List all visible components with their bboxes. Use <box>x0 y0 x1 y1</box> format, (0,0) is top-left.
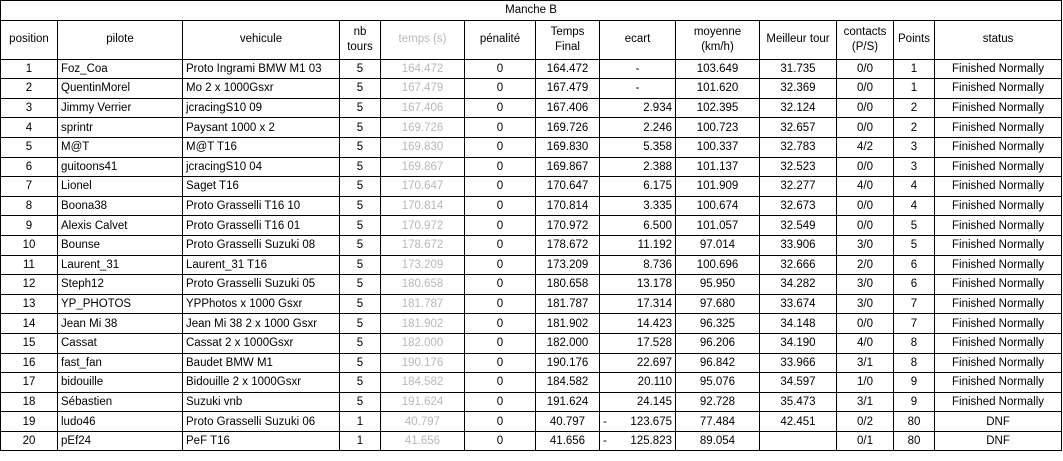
cell-pilote: M@T <box>58 137 183 157</box>
cell-penalite: 0 <box>465 392 536 412</box>
cell-penalite: 0 <box>465 98 536 118</box>
table-row <box>1 216 1062 236</box>
cell-contacts: 0/0 <box>837 314 894 334</box>
cell-pilote: Bounse <box>58 235 183 255</box>
cell-nb-tours: 5 <box>340 59 381 79</box>
cell-temps: 184.582 <box>381 373 465 393</box>
table-row <box>1 59 1062 79</box>
cell-penalite: 0 <box>465 79 536 99</box>
cell-contacts: 0/0 <box>837 98 894 118</box>
cell-contacts: 0/0 <box>837 196 894 216</box>
cell-temps: 181.902 <box>381 314 465 334</box>
cell-vehicule: Proto Grasselli T16 10 <box>183 196 340 216</box>
cell-status: Finished Normally <box>935 98 1062 118</box>
header-temps-final: Temps Final <box>536 20 600 59</box>
cell-position: 7 <box>1 177 58 197</box>
cell-temps: 181.787 <box>381 294 465 314</box>
header-ecart: ecart <box>600 20 676 59</box>
cell-moyenne: 100.674 <box>676 196 760 216</box>
cell-temps: 178.672 <box>381 235 465 255</box>
cell-penalite: 0 <box>465 235 536 255</box>
cell-contacts: 0/0 <box>837 157 894 177</box>
cell-points: 3 <box>894 157 935 177</box>
table-row <box>1 333 1062 353</box>
cell-temps-final: 169.726 <box>536 118 600 138</box>
cell-temps: 169.867 <box>381 157 465 177</box>
cell-pilote: pEf24 <box>58 431 183 451</box>
cell-nb-tours: 5 <box>340 235 381 255</box>
cell-penalite: 0 <box>465 157 536 177</box>
cell-nb-tours: 5 <box>340 118 381 138</box>
cell-ecart: 6.500 <box>600 216 676 236</box>
cell-position: 5 <box>1 137 58 157</box>
cell-moyenne: 97.014 <box>676 235 760 255</box>
cell-pilote: QuentinMorel <box>58 79 183 99</box>
cell-position: 4 <box>1 118 58 138</box>
header-contacts: contacts (P/S) <box>837 20 894 59</box>
cell-ecart: - <box>600 79 676 99</box>
cell-points: 6 <box>894 275 935 295</box>
cell-points: 7 <box>894 294 935 314</box>
cell-nb-tours: 5 <box>340 373 381 393</box>
table-row <box>1 431 1062 451</box>
cell-ecart: 3.335 <box>600 196 676 216</box>
cell-moyenne: 92.728 <box>676 392 760 412</box>
cell-position: 11 <box>1 255 58 275</box>
cell-contacts: 3/1 <box>837 353 894 373</box>
cell-moyenne: 102.395 <box>676 98 760 118</box>
cell-temps-final: 170.972 <box>536 216 600 236</box>
cell-temps-final: 190.176 <box>536 353 600 373</box>
cell-temps: 170.647 <box>381 177 465 197</box>
cell-temps-final: 178.672 <box>536 235 600 255</box>
cell-pilote: Jean Mi 38 <box>58 314 183 334</box>
table-row <box>1 79 1062 99</box>
results-body <box>1 59 1062 451</box>
cell-vehicule: jcracingS10 09 <box>183 98 340 118</box>
cell-position: 12 <box>1 275 58 295</box>
cell-points: 80 <box>894 412 935 432</box>
cell-nb-tours: 5 <box>340 98 381 118</box>
cell-points: 7 <box>894 314 935 334</box>
header-position: position <box>1 20 58 59</box>
cell-temps: 169.830 <box>381 137 465 157</box>
cell-pilote: Laurent_31 <box>58 255 183 275</box>
cell-temps: 164.472 <box>381 59 465 79</box>
cell-temps: 173.209 <box>381 255 465 275</box>
cell-temps-final: 167.406 <box>536 98 600 118</box>
cell-position: 16 <box>1 353 58 373</box>
cell-vehicule: Proto Grasselli Suzuki 08 <box>183 235 340 255</box>
cell-ecart: 2.388 <box>600 157 676 177</box>
cell-temps-final: 182.000 <box>536 333 600 353</box>
cell-nb-tours: 5 <box>340 314 381 334</box>
cell-vehicule: YPPhotos x 1000 Gsxr <box>183 294 340 314</box>
cell-meilleur-tour: 42.451 <box>760 412 837 432</box>
cell-status: Finished Normally <box>935 216 1062 236</box>
header-nb-tours: nb tours <box>340 20 381 59</box>
cell-penalite: 0 <box>465 118 536 138</box>
cell-contacts: 3/0 <box>837 275 894 295</box>
cell-points: 2 <box>894 98 935 118</box>
table-row <box>1 392 1062 412</box>
cell-temps: 41.656 <box>381 431 465 451</box>
header-pilote: pilote <box>58 20 183 59</box>
cell-meilleur-tour: 31.735 <box>760 59 837 79</box>
cell-contacts: 0/0 <box>837 79 894 99</box>
cell-pilote: Cassat <box>58 333 183 353</box>
cell-ecart: 20.110 <box>600 373 676 393</box>
cell-vehicule: Jean Mi 38 2 x 1000 Gsxr <box>183 314 340 334</box>
cell-points: 4 <box>894 177 935 197</box>
cell-temps: 170.972 <box>381 216 465 236</box>
cell-temps-final: 170.814 <box>536 196 600 216</box>
header-temps: temps (s) <box>381 20 465 59</box>
cell-ecart: 11.192 <box>600 235 676 255</box>
cell-points: 1 <box>894 59 935 79</box>
cell-points: 9 <box>894 373 935 393</box>
cell-vehicule: Baudet BMW M1 <box>183 353 340 373</box>
cell-temps-final: 180.658 <box>536 275 600 295</box>
cell-pilote: YP_PHOTOS <box>58 294 183 314</box>
cell-contacts: 4/0 <box>837 177 894 197</box>
cell-vehicule: Proto Grasselli T16 01 <box>183 216 340 236</box>
cell-penalite: 0 <box>465 275 536 295</box>
cell-contacts: 1/0 <box>837 373 894 393</box>
table-row <box>1 412 1062 432</box>
table-row <box>1 294 1062 314</box>
cell-meilleur-tour: 32.549 <box>760 216 837 236</box>
cell-position: 9 <box>1 216 58 236</box>
cell-nb-tours: 5 <box>340 79 381 99</box>
cell-pilote: Sébastien <box>58 392 183 412</box>
cell-points: 1 <box>894 79 935 99</box>
cell-moyenne: 100.723 <box>676 118 760 138</box>
cell-meilleur-tour: 35.473 <box>760 392 837 412</box>
cell-meilleur-tour: 32.673 <box>760 196 837 216</box>
cell-points: 2 <box>894 118 935 138</box>
table-row <box>1 373 1062 393</box>
cell-pilote: sprintr <box>58 118 183 138</box>
cell-nb-tours: 5 <box>340 216 381 236</box>
cell-temps-final: 181.787 <box>536 294 600 314</box>
table-row <box>1 177 1062 197</box>
cell-temps: 182.000 <box>381 333 465 353</box>
cell-meilleur-tour: 34.282 <box>760 275 837 295</box>
cell-status: Finished Normally <box>935 314 1062 334</box>
cell-moyenne: 95.950 <box>676 275 760 295</box>
cell-moyenne: 101.057 <box>676 216 760 236</box>
cell-vehicule: Proto Grasselli Suzuki 06 <box>183 412 340 432</box>
cell-pilote: Jimmy Verrier <box>58 98 183 118</box>
table-row <box>1 118 1062 138</box>
cell-penalite: 0 <box>465 431 536 451</box>
cell-status: Finished Normally <box>935 196 1062 216</box>
cell-position: 18 <box>1 392 58 412</box>
cell-temps: 170.814 <box>381 196 465 216</box>
cell-vehicule: PeF T16 <box>183 431 340 451</box>
cell-temps-final: 167.479 <box>536 79 600 99</box>
cell-moyenne: 100.696 <box>676 255 760 275</box>
cell-contacts: 2/0 <box>837 255 894 275</box>
cell-vehicule: Laurent_31 T16 <box>183 255 340 275</box>
header-moyenne: moyenne (km/h) <box>676 20 760 59</box>
cell-status: Finished Normally <box>935 177 1062 197</box>
table-row <box>1 137 1062 157</box>
cell-nb-tours: 5 <box>340 255 381 275</box>
cell-penalite: 0 <box>465 353 536 373</box>
cell-meilleur-tour: 32.666 <box>760 255 837 275</box>
cell-ecart: 17.314 <box>600 294 676 314</box>
cell-nb-tours: 5 <box>340 275 381 295</box>
cell-status: Finished Normally <box>935 373 1062 393</box>
cell-position: 15 <box>1 333 58 353</box>
cell-ecart <box>600 412 676 432</box>
cell-status: Finished Normally <box>935 157 1062 177</box>
cell-ecart: 5.358 <box>600 137 676 157</box>
cell-position: 13 <box>1 294 58 314</box>
cell-nb-tours: 5 <box>340 294 381 314</box>
table-row <box>1 275 1062 295</box>
cell-temps-final: 181.902 <box>536 314 600 334</box>
cell-penalite: 0 <box>465 294 536 314</box>
cell-pilote: Lionel <box>58 177 183 197</box>
cell-vehicule: Cassat 2 x 1000Gsxr <box>183 333 340 353</box>
cell-pilote: fast_fan <box>58 353 183 373</box>
cell-vehicule: Proto Grasselli Suzuki 05 <box>183 275 340 295</box>
cell-status: DNF <box>935 431 1062 451</box>
cell-moyenne: 101.137 <box>676 157 760 177</box>
cell-status: Finished Normally <box>935 235 1062 255</box>
cell-nb-tours: 1 <box>340 431 381 451</box>
cell-points: 4 <box>894 196 935 216</box>
cell-points: 5 <box>894 216 935 236</box>
cell-contacts: 0/0 <box>837 216 894 236</box>
cell-pilote: bidouille <box>58 373 183 393</box>
cell-meilleur-tour: 33.966 <box>760 353 837 373</box>
cell-meilleur-tour: 34.190 <box>760 333 837 353</box>
ecart-value: 123.675 <box>630 415 672 428</box>
cell-ecart: 2.246 <box>600 118 676 138</box>
cell-meilleur-tour: 34.597 <box>760 373 837 393</box>
cell-temps-final: 170.647 <box>536 177 600 197</box>
cell-nb-tours: 5 <box>340 392 381 412</box>
table-row <box>1 353 1062 373</box>
cell-contacts: 0/1 <box>837 431 894 451</box>
cell-penalite: 0 <box>465 333 536 353</box>
cell-penalite: 0 <box>465 412 536 432</box>
table-row <box>1 314 1062 334</box>
cell-penalite: 0 <box>465 196 536 216</box>
cell-moyenne: 95.076 <box>676 373 760 393</box>
cell-status: Finished Normally <box>935 294 1062 314</box>
cell-temps-final: 164.472 <box>536 59 600 79</box>
cell-ecart: 22.697 <box>600 353 676 373</box>
cell-status: Finished Normally <box>935 118 1062 138</box>
cell-moyenne: 96.842 <box>676 353 760 373</box>
cell-position: 1 <box>1 59 58 79</box>
cell-position: 17 <box>1 373 58 393</box>
cell-status: Finished Normally <box>935 275 1062 295</box>
table-row <box>1 98 1062 118</box>
cell-vehicule: Bidouille 2 x 1000Gsxr <box>183 373 340 393</box>
cell-status: Finished Normally <box>935 137 1062 157</box>
cell-position: 2 <box>1 79 58 99</box>
table-row <box>1 255 1062 275</box>
cell-vehicule: M@T T16 <box>183 137 340 157</box>
cell-pilote: ludo46 <box>58 412 183 432</box>
cell-temps-final: 41.656 <box>536 431 600 451</box>
table-caption: Manche B <box>1 1 1062 21</box>
cell-meilleur-tour: 32.523 <box>760 157 837 177</box>
cell-ecart <box>600 431 676 451</box>
cell-status: Finished Normally <box>935 255 1062 275</box>
cell-meilleur-tour: 32.277 <box>760 177 837 197</box>
cell-meilleur-tour: 32.783 <box>760 137 837 157</box>
cell-nb-tours: 5 <box>340 137 381 157</box>
cell-moyenne: 101.620 <box>676 79 760 99</box>
cell-contacts: 0/0 <box>837 59 894 79</box>
cell-vehicule: Suzuki vnb <box>183 392 340 412</box>
cell-points: 8 <box>894 353 935 373</box>
cell-ecart: 24.145 <box>600 392 676 412</box>
cell-temps: 191.624 <box>381 392 465 412</box>
header-status: status <box>935 20 1062 59</box>
cell-moyenne: 77.484 <box>676 412 760 432</box>
ecart-sign: - <box>603 415 607 428</box>
cell-temps: 167.406 <box>381 98 465 118</box>
cell-meilleur-tour: 33.674 <box>760 294 837 314</box>
cell-moyenne: 96.206 <box>676 333 760 353</box>
cell-contacts: 0/0 <box>837 118 894 138</box>
cell-position: 8 <box>1 196 58 216</box>
cell-contacts: 3/0 <box>837 294 894 314</box>
cell-vehicule: Paysant 1000 x 2 <box>183 118 340 138</box>
cell-points: 9 <box>894 392 935 412</box>
cell-penalite: 0 <box>465 137 536 157</box>
cell-contacts: 3/0 <box>837 235 894 255</box>
cell-pilote: Foz_Coa <box>58 59 183 79</box>
cell-temps-final: 40.797 <box>536 412 600 432</box>
header-points: Points <box>894 20 935 59</box>
cell-meilleur-tour: 32.657 <box>760 118 837 138</box>
cell-temps: 180.658 <box>381 275 465 295</box>
cell-points: 3 <box>894 137 935 157</box>
cell-status: Finished Normally <box>935 392 1062 412</box>
cell-status: Finished Normally <box>935 59 1062 79</box>
cell-temps: 190.176 <box>381 353 465 373</box>
cell-ecart: - <box>600 59 676 79</box>
cell-penalite: 0 <box>465 314 536 334</box>
cell-nb-tours: 5 <box>340 333 381 353</box>
cell-temps-final: 173.209 <box>536 255 600 275</box>
cell-nb-tours: 5 <box>340 353 381 373</box>
cell-ecart: 13.178 <box>600 275 676 295</box>
cell-penalite: 0 <box>465 59 536 79</box>
ecart-sign: - <box>603 435 607 448</box>
table-row <box>1 157 1062 177</box>
cell-ecart: 17.528 <box>600 333 676 353</box>
cell-position: 10 <box>1 235 58 255</box>
cell-ecart: 2.934 <box>600 98 676 118</box>
cell-nb-tours: 5 <box>340 177 381 197</box>
header-penalite: pénalité <box>465 20 536 59</box>
cell-vehicule: jcracingS10 04 <box>183 157 340 177</box>
cell-points: 80 <box>894 431 935 451</box>
cell-points: 8 <box>894 333 935 353</box>
cell-contacts: 0/2 <box>837 412 894 432</box>
cell-temps-final: 169.867 <box>536 157 600 177</box>
cell-nb-tours: 5 <box>340 196 381 216</box>
cell-ecart: 6.175 <box>600 177 676 197</box>
table-row <box>1 196 1062 216</box>
cell-penalite: 0 <box>465 373 536 393</box>
cell-temps: 40.797 <box>381 412 465 432</box>
cell-temps-final: 184.582 <box>536 373 600 393</box>
cell-meilleur-tour: 32.124 <box>760 98 837 118</box>
cell-penalite: 0 <box>465 177 536 197</box>
cell-status: Finished Normally <box>935 353 1062 373</box>
cell-vehicule: Saget T16 <box>183 177 340 197</box>
cell-meilleur-tour: 32.369 <box>760 79 837 99</box>
header-meilleur-tour: Meilleur tour <box>760 20 837 59</box>
cell-pilote: guitoons41 <box>58 157 183 177</box>
cell-status: Finished Normally <box>935 333 1062 353</box>
cell-vehicule: Proto Ingrami BMW M1 03 <box>183 59 340 79</box>
cell-moyenne: 96.325 <box>676 314 760 334</box>
cell-moyenne: 100.337 <box>676 137 760 157</box>
cell-position: 19 <box>1 412 58 432</box>
cell-moyenne: 97.680 <box>676 294 760 314</box>
cell-meilleur-tour: 34.148 <box>760 314 837 334</box>
cell-status: Finished Normally <box>935 79 1062 99</box>
cell-pilote: Alexis Calvet <box>58 216 183 236</box>
cell-moyenne: 89.054 <box>676 431 760 451</box>
cell-penalite: 0 <box>465 216 536 236</box>
cell-status: DNF <box>935 412 1062 432</box>
cell-temps: 167.479 <box>381 79 465 99</box>
table-row <box>1 235 1062 255</box>
cell-vehicule: Mo 2 x 1000Gsxr <box>183 79 340 99</box>
cell-position: 20 <box>1 431 58 451</box>
cell-nb-tours: 5 <box>340 157 381 177</box>
cell-ecart: 8.736 <box>600 255 676 275</box>
cell-contacts: 4/2 <box>837 137 894 157</box>
cell-moyenne: 103.649 <box>676 59 760 79</box>
cell-position: 14 <box>1 314 58 334</box>
cell-meilleur-tour <box>760 431 837 451</box>
cell-position: 3 <box>1 98 58 118</box>
cell-penalite: 0 <box>465 255 536 275</box>
cell-temps: 169.726 <box>381 118 465 138</box>
cell-contacts: 3/1 <box>837 392 894 412</box>
header-vehicule: vehicule <box>183 20 340 59</box>
cell-position: 6 <box>1 157 58 177</box>
cell-nb-tours: 1 <box>340 412 381 432</box>
cell-points: 5 <box>894 235 935 255</box>
cell-pilote: Boona38 <box>58 196 183 216</box>
ecart-value: 125.823 <box>630 435 672 448</box>
cell-moyenne: 101.909 <box>676 177 760 197</box>
cell-points: 6 <box>894 255 935 275</box>
cell-contacts: 4/0 <box>837 333 894 353</box>
cell-meilleur-tour: 33.906 <box>760 235 837 255</box>
cell-ecart: 14.423 <box>600 314 676 334</box>
cell-pilote: Steph12 <box>58 275 183 295</box>
cell-temps-final: 169.830 <box>536 137 600 157</box>
cell-temps-final: 191.624 <box>536 392 600 412</box>
